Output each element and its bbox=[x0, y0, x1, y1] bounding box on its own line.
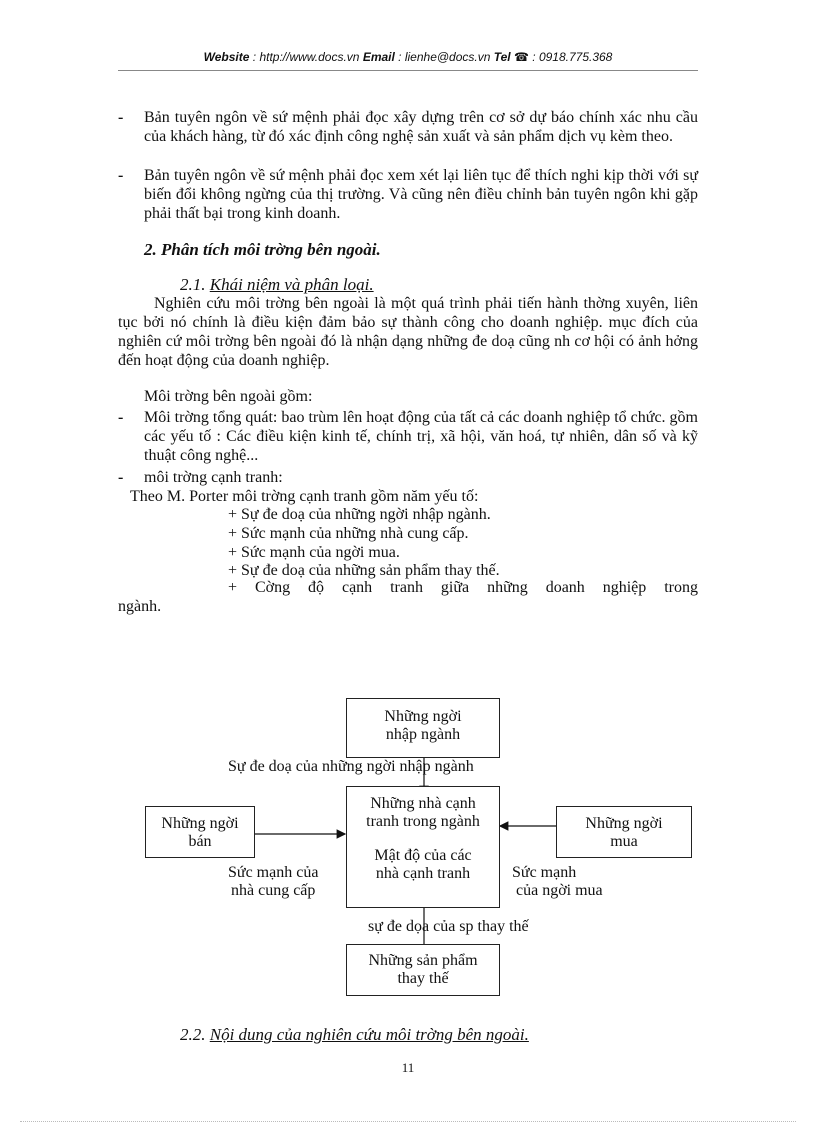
tel-value: ☎ : 0918.775.368 bbox=[510, 50, 613, 64]
box-line: bán bbox=[188, 833, 212, 850]
box-line: nhà cạnh tranh bbox=[375, 865, 471, 882]
bullet-dash: - bbox=[118, 109, 124, 126]
box-line: Những ngời bbox=[384, 708, 462, 725]
box-line: Những ngời bbox=[585, 815, 663, 832]
box-line: Những sản phẩm bbox=[368, 952, 478, 969]
substitute-threat-label: sự đe dọa của sp thay thế bbox=[368, 918, 529, 935]
buyer-power-label bbox=[512, 864, 603, 900]
sellers-box bbox=[145, 806, 255, 858]
box-line: nhập ngành bbox=[385, 726, 461, 743]
website-value: : http://www.docs.vn bbox=[249, 50, 363, 64]
website-label: Website bbox=[203, 50, 250, 64]
porter-item-continued: ngành. bbox=[118, 598, 162, 615]
porter-item: + Sức mạnh của ngời mua. bbox=[228, 544, 400, 561]
substitutes-box bbox=[346, 944, 500, 996]
email-value: : lienhe@docs.vn bbox=[394, 50, 494, 64]
subsection-number: 2.2. bbox=[180, 1025, 206, 1044]
paragraph: Theo M. Porter môi trờng cạnh tranh gồm năm yếu tố: bbox=[130, 488, 479, 505]
tel-label: Tel bbox=[493, 50, 511, 64]
box-line: Những nhà cạnh bbox=[370, 795, 476, 812]
bullet-dash: - bbox=[118, 469, 124, 486]
label-line: Sức mạnh của bbox=[228, 864, 319, 881]
box-line: mua bbox=[610, 833, 638, 850]
porter-item: + Sự đe doạ của những ngời nhập ngành. bbox=[228, 506, 491, 523]
subsection-title: Khái niệm và phân loại. bbox=[209, 275, 374, 294]
porter-item: + Sức mạnh của những nhà cung cấp. bbox=[228, 525, 469, 542]
bullet-text: Bản tuyên ngôn về sứ mệnh phải đọc xem xét lại liên tục để thích nghi kịp thời với sự biến đổi không ngừng của thị trường. Và cũng nên điều chỉnh bản tuyên ngôn khi gặp phải thất bại trong kinh doanh. bbox=[144, 167, 698, 222]
footer-divider bbox=[20, 1121, 796, 1122]
porter-item: + Sự đe doạ của những sản phẩm thay thế. bbox=[228, 562, 500, 579]
section-number: 2. bbox=[144, 240, 157, 259]
entrants-threat-label: Sự đe doạ của những ngời nhập ngành bbox=[228, 758, 474, 775]
box-line: tranh trong ngành bbox=[366, 813, 480, 830]
bullet-text: Môi trờng tổng quát: bao trùm lên hoạt động của tất cả các doanh nghiệp tổ chức. gồm các yếu tố : Các điều kiện kinh tế, chính trị, xã hội, văn hoá, tự nhiên, dân số và kỹ thuật công nghệ... bbox=[144, 409, 698, 464]
label-line: nhà cung cấp bbox=[231, 882, 316, 899]
porter-item: + Cờng độ cạnh tranh giữa những doanh nghiệp trong bbox=[228, 579, 698, 596]
box-line: Những ngời bbox=[161, 815, 239, 832]
subsection-number: 2.1. bbox=[180, 275, 206, 294]
subsection-heading bbox=[180, 1025, 760, 1044]
page-number: 11 bbox=[401, 1060, 415, 1075]
bullet-text: Bản tuyên ngôn về sứ mệnh phải đọc xây dựng trên cơ sở dự báo chính xác nhu cầu của khách hàng, từ đó xác định công nghệ sản xuất và sản phẩm dịch vụ kèm theo. bbox=[144, 109, 698, 145]
competitors-box bbox=[346, 786, 500, 908]
box-line: Mật độ của các bbox=[374, 847, 472, 864]
section-title: Phân tích môi trờng bên ngoài. bbox=[161, 240, 381, 259]
supplier-power-label bbox=[228, 864, 318, 900]
paragraph: Môi trờng bên ngoài gồm: bbox=[144, 388, 313, 405]
box-line: thay thế bbox=[397, 970, 449, 987]
email-label: Email bbox=[362, 50, 395, 64]
label-line: Sức mạnh bbox=[512, 864, 577, 881]
bullet-text: môi trờng cạnh tranh: bbox=[144, 469, 283, 486]
paragraph: Nghiên cứu môi trờng bên ngoài là một quá trình phải tiến hành thờng xuyên, liên tục bởi nó chính là điều kiện đảm bảo sự thành công cho doanh nghiệp. mục đích của nghiên cứ môi trờng bên ngoài đó là nhận dạng những đe doạ cũng nh cơ hội có ảnh hởng đến hoạt động của doanh nghiệp. bbox=[118, 295, 698, 369]
subsection-title: Nội dung của nghiên cứu môi trờng bên ngoài. bbox=[209, 1025, 529, 1044]
buyers-box bbox=[556, 806, 692, 858]
bullet-dash: - bbox=[118, 167, 124, 184]
bullet-dash: - bbox=[118, 409, 124, 426]
entrants-box bbox=[346, 698, 500, 758]
label-line: của ngời mua bbox=[516, 882, 603, 899]
